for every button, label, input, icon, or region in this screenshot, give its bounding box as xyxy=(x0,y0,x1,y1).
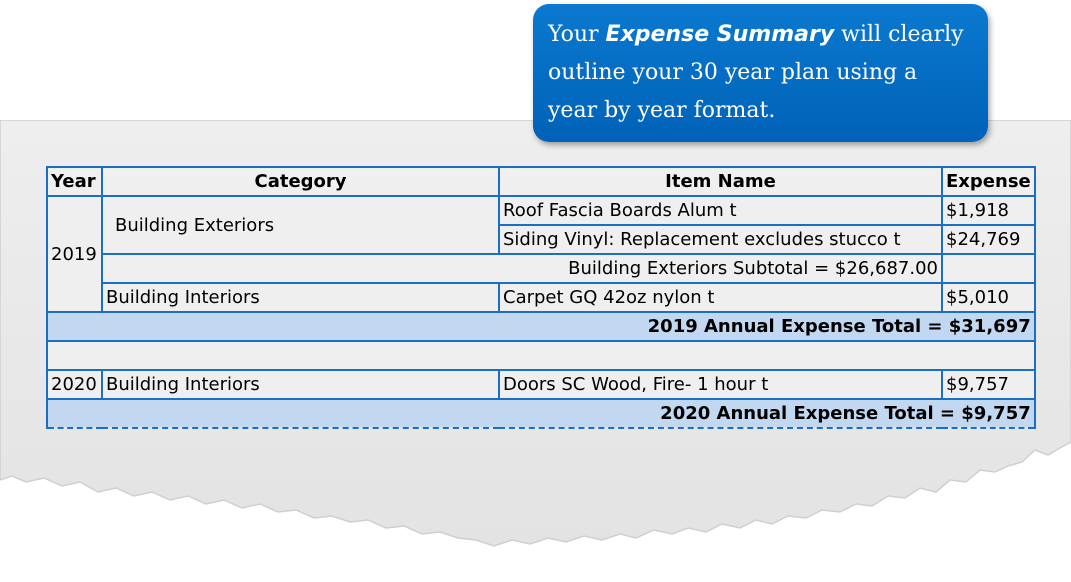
callout-text-before: Your xyxy=(548,22,606,47)
subtotal-expense-cell xyxy=(942,254,1035,283)
item-name-cell: Siding Vinyl: Replacement excludes stucco t xyxy=(499,225,942,254)
callout-bubble xyxy=(533,4,988,142)
annual-total-2019: 2019 Annual Expense Total = $31,697 xyxy=(47,312,1035,341)
year-cell-2019: 2019 xyxy=(47,196,102,312)
annual-total-row-2020 xyxy=(47,399,1035,428)
item-name-cell: Carpet GQ 42oz nylon t xyxy=(499,283,942,312)
category-building-exteriors: Building Exteriors xyxy=(102,196,499,254)
expense-cell: $5,010 xyxy=(942,283,1035,312)
expense-summary-table xyxy=(46,166,1036,429)
table-header-row xyxy=(47,167,1035,196)
table-row xyxy=(47,283,1035,312)
category-building-interiors: Building Interiors xyxy=(102,283,499,312)
expense-cell: $9,757 xyxy=(942,370,1035,399)
spacer-row xyxy=(47,341,1035,370)
category-building-interiors: Building Interiors xyxy=(102,370,499,399)
callout-text-after: will clearly outline your 30 year plan using a year by year format. xyxy=(548,22,964,123)
header-expense: Expense xyxy=(942,167,1035,196)
expense-cell: $1,918 xyxy=(942,196,1035,225)
header-item-name: Item Name xyxy=(499,167,942,196)
callout-emphasis: Expense Summary xyxy=(605,22,835,47)
annual-total-2020: 2020 Annual Expense Total = $9,757 xyxy=(47,399,1035,428)
item-name-cell: Doors SC Wood, Fire- 1 hour t xyxy=(499,370,942,399)
spacer-cell xyxy=(47,341,1035,370)
annual-total-row-2019 xyxy=(47,312,1035,341)
table-row xyxy=(47,370,1035,399)
subtotal-building-exteriors: Building Exteriors Subtotal = $26,687.00 xyxy=(102,254,942,283)
header-category: Category xyxy=(102,167,499,196)
item-name-cell: Roof Fascia Boards Alum t xyxy=(499,196,942,225)
table-row xyxy=(47,196,1035,225)
subtotal-row xyxy=(47,254,1035,283)
expense-cell: $24,769 xyxy=(942,225,1035,254)
year-cell-2020: 2020 xyxy=(47,370,102,399)
header-year: Year xyxy=(47,167,102,196)
